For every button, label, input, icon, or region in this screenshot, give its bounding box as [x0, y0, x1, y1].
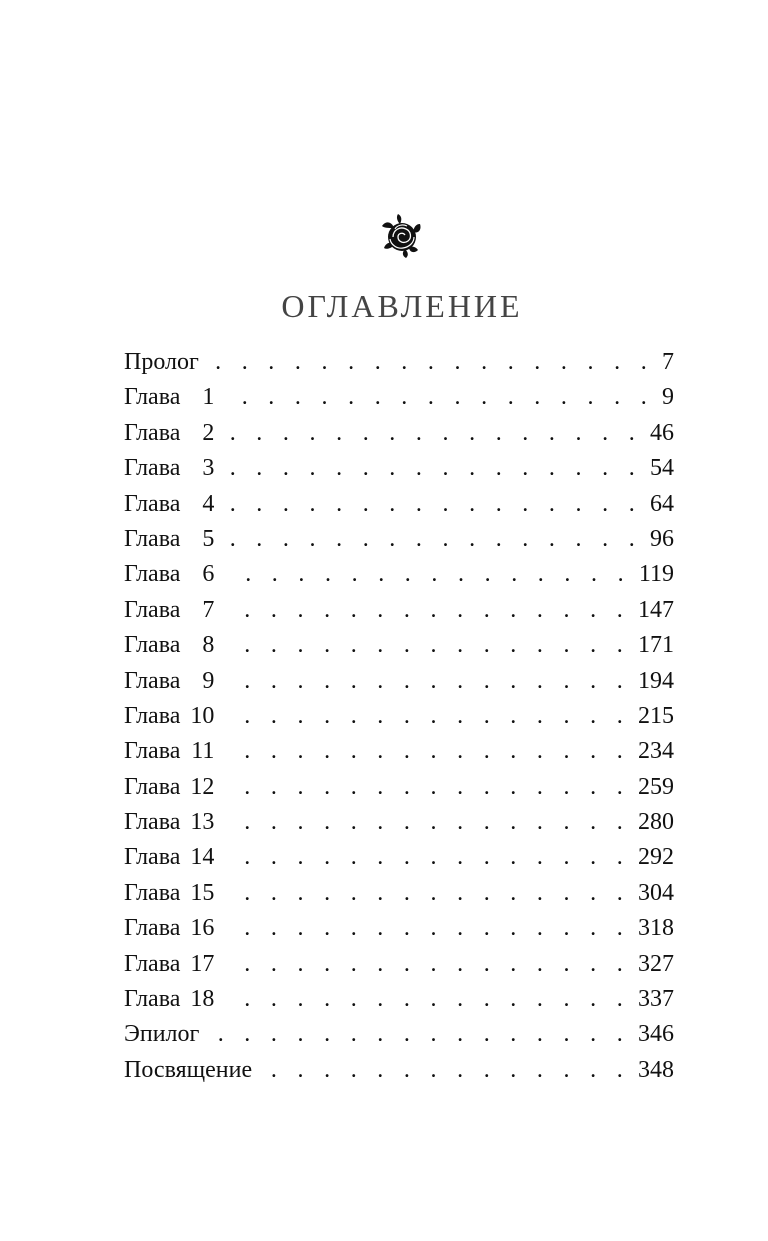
toc-chapter-number: 5	[202, 525, 215, 552]
toc-entry-title: Глава	[124, 950, 181, 977]
toc-entry-label	[124, 805, 214, 840]
toc-chapter-number: 10	[190, 702, 215, 729]
dot-leader	[224, 911, 630, 946]
toc-entry-label	[124, 876, 214, 911]
toc-entry	[124, 345, 674, 380]
toc-entry-title: Глава	[124, 986, 181, 1013]
toc-entry	[124, 487, 674, 522]
toc-entry-label	[124, 982, 214, 1017]
table-of-contents	[124, 345, 674, 1088]
dot-leader	[209, 1017, 630, 1052]
toc-chapter-number: 7	[202, 596, 215, 623]
toc-chapter-number: 6	[202, 561, 215, 588]
toc-chapter-number: 13	[190, 809, 215, 836]
toc-entry-title: Посвящение	[124, 1056, 253, 1083]
toc-entry	[124, 380, 674, 415]
toc-page-number: 147	[638, 596, 674, 623]
toc-chapter-number: 4	[202, 490, 215, 517]
toc-entry	[124, 628, 674, 663]
dot-leader	[224, 416, 642, 451]
dot-leader	[224, 876, 630, 911]
toc-page-number: 234	[638, 738, 674, 765]
toc-entry-label	[124, 416, 214, 451]
toc-chapter-number: 9	[202, 667, 215, 694]
toc-entry	[124, 557, 674, 592]
dot-leader	[224, 628, 630, 663]
toc-chapter-number: 17	[190, 950, 215, 977]
toc-entry-title: Пролог	[124, 349, 199, 375]
toc-page-number: 280	[638, 809, 674, 836]
toc-entry-title: Глава	[124, 525, 181, 552]
toc-entry-title: Глава	[124, 844, 181, 871]
toc-page-number: 337	[638, 986, 674, 1013]
toc-entry	[124, 947, 674, 982]
toc-entry	[124, 664, 674, 699]
toc-entry	[124, 522, 674, 557]
toc-page-number: 96	[650, 525, 674, 552]
toc-entry-title: Глава	[124, 384, 181, 411]
toc-chapter-number: 3	[202, 455, 215, 482]
rose-icon	[376, 210, 428, 262]
toc-entry-title: Глава	[124, 879, 181, 906]
toc-entry-label	[124, 628, 214, 663]
toc-entry	[124, 593, 674, 628]
dot-leader	[224, 487, 642, 522]
dot-leader	[209, 345, 654, 380]
toc-entry	[124, 911, 674, 946]
dot-leader	[224, 380, 654, 415]
toc-chapter-number: 16	[190, 915, 215, 942]
toc-entry	[124, 451, 674, 486]
dot-leader	[224, 522, 642, 557]
toc-page-number: 9	[662, 384, 674, 411]
toc-entry	[124, 1053, 674, 1088]
toc-entry-label	[124, 487, 214, 522]
toc-entry-label	[124, 664, 214, 699]
toc-entry-label	[124, 1017, 199, 1052]
toc-page-number: 46	[650, 419, 674, 446]
toc-entry-label	[124, 380, 214, 415]
dot-leader	[224, 557, 631, 592]
toc-chapter-number: 15	[190, 879, 215, 906]
toc-chapter-number: 11	[191, 738, 215, 765]
toc-chapter-number: 8	[202, 632, 215, 659]
toc-entry-title: Глава	[124, 490, 181, 517]
toc-entry	[124, 840, 674, 875]
toc-entry	[124, 876, 674, 911]
toc-entry-label	[124, 451, 214, 486]
dot-leader	[224, 734, 630, 769]
toc-chapter-number: 2	[202, 419, 215, 446]
toc-entry-title: Глава	[124, 738, 181, 765]
dot-leader	[224, 664, 630, 699]
toc-page-number: 119	[638, 561, 674, 588]
toc-entry	[124, 770, 674, 805]
dot-leader	[224, 947, 630, 982]
toc-chapter-number: 12	[190, 773, 215, 800]
toc-chapter-number: 1	[202, 384, 215, 411]
dot-leader	[262, 1053, 630, 1088]
toc-entry	[124, 734, 674, 769]
toc-entry	[124, 699, 674, 734]
toc-entry-label	[124, 522, 214, 557]
dot-leader	[224, 840, 630, 875]
toc-entry-title: Глава	[124, 809, 181, 836]
dot-leader	[224, 699, 630, 734]
toc-entry-title: Глава	[124, 561, 181, 588]
toc-page-number: 292	[638, 844, 674, 871]
dot-leader	[224, 593, 630, 628]
toc-page-number: 348	[638, 1056, 674, 1083]
toc-entry-title: Глава	[124, 915, 181, 942]
toc-entry-title: Глава	[124, 455, 181, 482]
toc-page-number: 304	[638, 879, 674, 906]
toc-entry-title: Глава	[124, 667, 181, 694]
toc-page-number: 318	[638, 915, 674, 942]
toc-page-number: 215	[638, 702, 674, 729]
toc-entry-label	[124, 840, 214, 875]
toc-entry-label	[124, 1053, 252, 1088]
toc-chapter-number: 18	[190, 986, 215, 1013]
toc-entry-title: Глава	[124, 773, 181, 800]
dot-leader	[224, 451, 642, 486]
toc-entry-label	[124, 699, 214, 734]
toc-entry-label	[124, 734, 214, 769]
toc-page-number: 194	[638, 667, 674, 694]
dot-leader	[224, 805, 630, 840]
toc-entry-title: Глава	[124, 702, 181, 729]
toc-page-number: 7	[662, 349, 674, 375]
toc-entry-title: Глава	[124, 419, 181, 446]
toc-entry-title: Глава	[124, 632, 181, 659]
toc-chapter-number: 14	[190, 844, 215, 871]
toc-entry-label	[124, 911, 214, 946]
toc-entry	[124, 982, 674, 1017]
dot-leader	[224, 982, 630, 1017]
toc-page-number: 171	[638, 632, 674, 659]
toc-page-number: 259	[638, 773, 674, 800]
toc-entry-label	[124, 557, 214, 592]
toc-entry-title: Эпилог	[124, 1021, 200, 1048]
toc-entry	[124, 805, 674, 840]
dot-leader	[224, 770, 630, 805]
toc-entry-label	[124, 593, 214, 628]
toc-entry	[124, 1017, 674, 1052]
toc-entry-label	[124, 345, 199, 380]
toc-entry-title: Глава	[124, 596, 181, 623]
toc-entry	[124, 416, 674, 451]
page-title: ОГЛАВЛЕНИЕ	[281, 288, 523, 324]
toc-page-number: 54	[650, 455, 674, 482]
toc-entry-label	[124, 770, 214, 805]
toc-page-number: 327	[638, 950, 674, 977]
toc-page-number: 346	[638, 1021, 674, 1048]
toc-page-number: 64	[650, 490, 674, 517]
toc-entry-label	[124, 947, 214, 982]
